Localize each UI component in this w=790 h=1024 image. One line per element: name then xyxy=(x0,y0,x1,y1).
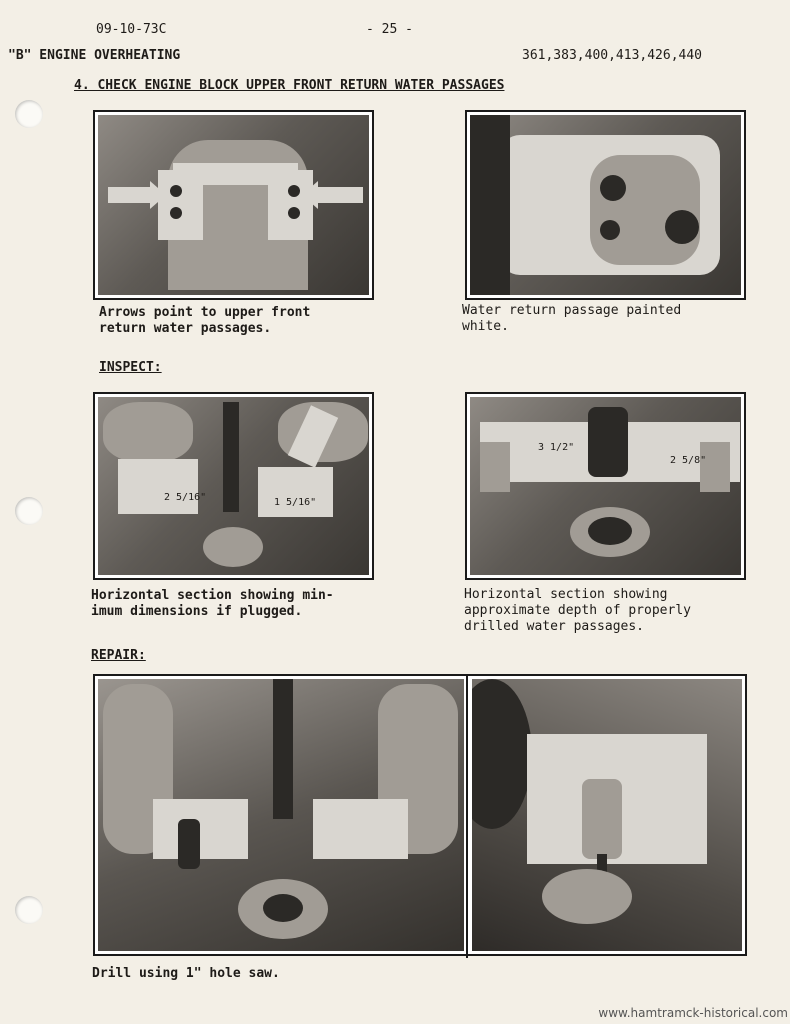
step-title: 4. CHECK ENGINE BLOCK UPPER FRONT RETURN WATER PASSAGES xyxy=(74,78,505,93)
photo-drilled-section xyxy=(465,392,746,580)
dim-label: 1 5/16" xyxy=(274,497,317,508)
binder-hole xyxy=(15,100,43,128)
caption-fig1: Arrows point to upper front return water passages. xyxy=(99,305,311,336)
repair-heading: REPAIR: xyxy=(91,648,146,663)
photo-water-return-passage xyxy=(465,110,746,300)
dim-label: 2 5/16" xyxy=(164,492,207,503)
caption-fig3: Horizontal section showing min- imum dimensions if plugged. xyxy=(91,588,334,619)
caption-fig4: Horizontal section showing approximate depth of properly drilled water passages. xyxy=(464,587,691,634)
page-number: - 25 - xyxy=(366,22,413,37)
section-title: "B" ENGINE OVERHEATING xyxy=(8,48,181,63)
site-watermark: www.hamtramck-historical.com xyxy=(598,1006,788,1020)
caption-fig5: Drill using 1" hole saw. xyxy=(92,966,280,981)
photo-drill-repair xyxy=(93,674,747,956)
binder-hole xyxy=(15,497,43,525)
doc-code: 09-10-73C xyxy=(96,22,167,37)
engine-list: 361,383,400,413,426,440 xyxy=(522,48,703,63)
inspect-heading: INSPECT: xyxy=(99,360,162,375)
binder-hole xyxy=(15,896,43,924)
photo-plugged-section xyxy=(93,392,374,580)
dim-label: 2 5/8" xyxy=(670,455,707,466)
photo-panel-closeup xyxy=(472,679,742,951)
dim-label: 3 1/2" xyxy=(538,442,575,453)
caption-fig2: Water return passage painted white. xyxy=(462,303,682,334)
photo-panel-overview xyxy=(98,679,464,951)
photo-engine-front-arrows xyxy=(93,110,374,300)
panel-divider xyxy=(466,676,468,958)
